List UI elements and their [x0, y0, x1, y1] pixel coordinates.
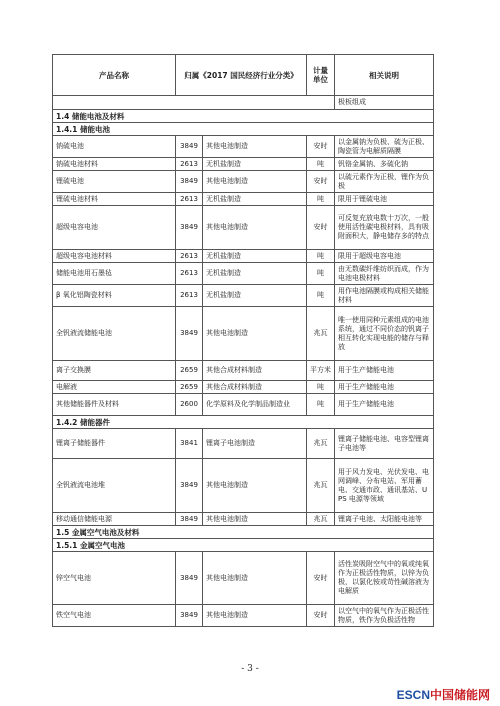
cell-unit: 安时	[307, 171, 335, 193]
table-row	[53, 285, 434, 307]
cell-industry-name: 其他电池制造	[203, 136, 307, 158]
section-row	[53, 110, 434, 123]
table-row	[53, 171, 434, 193]
section-title: 1.5 金属空气电池及材料	[53, 526, 434, 539]
table-row	[53, 605, 434, 627]
table-row	[53, 459, 434, 513]
cell-unit: 平方米	[307, 361, 335, 381]
cell-description: 限用于锂硫电池	[335, 193, 434, 206]
cell-industry-code: 2613	[176, 250, 203, 263]
cell-industry-code: 2600	[176, 394, 203, 416]
cell-description: 以金属钠为负极、硫为正极、陶瓷管为电解质隔膜	[335, 136, 434, 158]
section-title: 1.4 储能电池及材料	[53, 110, 434, 123]
cell-description: 锂离子储能电池、电容型锂离子电池等	[335, 429, 434, 459]
cell-description: 以空气中的氧气作为正极活性物质，铁作为负极活性物	[335, 605, 434, 627]
table-row	[53, 250, 434, 263]
table-row	[53, 513, 434, 526]
cell-product-name: 移动通信储能电源	[53, 513, 176, 526]
cell-unit: 兆瓦	[307, 307, 335, 361]
cell-unit: 吨	[307, 158, 335, 171]
cell-product-name: 离子交换膜	[53, 361, 176, 381]
cell-industry-code: 3849	[176, 136, 203, 158]
cell-product-name: 钠硫电池材料	[53, 158, 176, 171]
cell-industry-code: 2613	[176, 285, 203, 307]
table-row	[53, 429, 434, 459]
cell-product-name: 全钒液流电池堆	[53, 459, 176, 513]
table-row	[53, 96, 434, 110]
cell-unit: 吨	[307, 394, 335, 416]
cell-product-name: 锂硫电池材料	[53, 193, 176, 206]
cell-industry-name: 其他电池制造	[203, 552, 307, 605]
header-unit: 计量单位	[307, 55, 335, 96]
table-row	[53, 158, 434, 171]
table-row	[53, 394, 434, 416]
cell-unit: 安时	[307, 136, 335, 158]
cell-unit: 吨	[307, 263, 335, 285]
escn-watermark-logo	[397, 686, 490, 703]
cell-unit: 兆瓦	[307, 513, 335, 526]
watermark-prefix: ESCN	[396, 688, 430, 702]
cell-unit: 吨	[307, 250, 335, 263]
cell-industry-name: 其他电池制造	[203, 513, 307, 526]
cell-product-name: 铁空气电池	[53, 605, 176, 627]
cell-unit: 安时	[307, 206, 335, 250]
cell-industry-code: 3849	[176, 513, 203, 526]
cell-industry-code: 2659	[176, 361, 203, 381]
cell-industry-name: 其他合成材料制造	[203, 381, 307, 394]
cell-product-name: 其他储能器件及材料	[53, 394, 176, 416]
cell-industry-name: 其他合成材料制造	[203, 361, 307, 381]
cell-description: 钒铬金属钠、多硫化钠	[335, 158, 434, 171]
cell-description: 用于生产储能电池	[335, 394, 434, 416]
cell-unit: 兆瓦	[307, 429, 335, 459]
cell-description: 可反复充放电数十万次，一般使用活性碳电极材料，具有吸附面积大，静电储存多的特点	[335, 206, 434, 250]
cell-industry-name: 其他电池制造	[203, 206, 307, 250]
header-product-name: 产品名称	[53, 55, 176, 96]
cell-industry-name: 其他电池制造	[203, 605, 307, 627]
cell-industry-code: 3849	[176, 552, 203, 605]
cell-industry-code: 2613	[176, 158, 203, 171]
table-row	[53, 552, 434, 605]
cell-industry-name: 化学原料及化学制品制造业	[203, 394, 307, 416]
cell-industry-name: 无机盐制造	[203, 263, 307, 285]
cell-product-name: 超级电容电池材料	[53, 250, 176, 263]
table-row	[53, 193, 434, 206]
cell-industry-code: 3841	[176, 429, 203, 459]
cell-industry-code: 3849	[176, 171, 203, 193]
cell-unit: 吨	[307, 285, 335, 307]
section-title: 1.5.1 金属空气电池	[53, 539, 434, 552]
cell-unit: 吨	[307, 193, 335, 206]
cell-industry-code: 3849	[176, 206, 203, 250]
cell-industry-name: 其他电池制造	[203, 307, 307, 361]
cell-industry-name: 其他电池制造	[203, 171, 307, 193]
cell-industry-code: 3849	[176, 459, 203, 513]
cell-unit: 安时	[307, 605, 335, 627]
table-row	[53, 361, 434, 381]
cell-unit: 吨	[307, 381, 335, 394]
section-row	[53, 539, 434, 552]
cell-product-name: 锂离子储能器件	[53, 429, 176, 459]
cell-description: 用于生产储能电池	[335, 381, 434, 394]
cell-industry-name: 无机盐制造	[203, 158, 307, 171]
table-row	[53, 381, 434, 394]
cell-description: 限用于超级电容电池	[335, 250, 434, 263]
cell-product-name: 全钒液流储能电池	[53, 307, 176, 361]
cell-product-name: 超级电容电池	[53, 206, 176, 250]
cell-product-name: 储能电池用石墨毡	[53, 263, 176, 285]
cell-description: 锂离子电池、太阳能电池等	[335, 513, 434, 526]
table-header-row	[53, 55, 434, 96]
section-title: 1.4.1 储能电池	[53, 123, 434, 136]
cell-product-name: 锌空气电池	[53, 552, 176, 605]
watermark-suffix: 中国储能网	[429, 688, 490, 702]
cell-industry-name: 无机盐制造	[203, 250, 307, 263]
cell-description: 用作电池隔膜或构成相关储能材料	[335, 285, 434, 307]
cell-industry-name: 无机盐制造	[203, 285, 307, 307]
cell-description: 用于风力发电、光伏发电、电网调峰、分布电站、军用蓄电、交通市政、通讯基站、UPS 电源等领域	[335, 459, 434, 513]
page-number: - 3 -	[241, 664, 259, 674]
cell-empty	[53, 96, 335, 110]
cell-description: 用于生产储能电池	[335, 361, 434, 381]
cell-unit: 兆瓦	[307, 459, 335, 513]
cell-industry-code: 2613	[176, 263, 203, 285]
cell-industry-code: 2613	[176, 193, 203, 206]
section-row	[53, 123, 434, 136]
cell-industry-name: 锂离子电池制造	[203, 429, 307, 459]
cell-description: 由无数碳纤维纺织而成，作为电池电极材料	[335, 263, 434, 285]
cell-industry-name: 无机盐制造	[203, 193, 307, 206]
cell-description: 极板组成	[335, 96, 434, 110]
cell-product-name: β 氧化铝陶瓷材料	[53, 285, 176, 307]
header-industry-classification: 归属《2017 国民经济行业分类》	[176, 55, 307, 96]
header-description: 相关说明	[335, 55, 434, 96]
section-row	[53, 526, 434, 539]
cell-description: 以硫元素作为正极，锂作为负极	[335, 171, 434, 193]
cell-product-name: 钠硫电池	[53, 136, 176, 158]
cell-industry-code: 3849	[176, 605, 203, 627]
table-row	[53, 307, 434, 361]
cell-unit: 安时	[307, 552, 335, 605]
section-row	[53, 416, 434, 429]
cell-industry-code: 3849	[176, 307, 203, 361]
cell-product-name: 锂硫电池	[53, 171, 176, 193]
table-row	[53, 136, 434, 158]
cell-industry-code: 2659	[176, 381, 203, 394]
cell-description: 活性炭吸附空气中的氧或纯氧作为正极活性物质，以锌为负极，以氯化铵或苛性碱溶液为电解质	[335, 552, 434, 605]
table-row	[53, 263, 434, 285]
table-body	[53, 96, 434, 627]
section-title: 1.4.2 储能器件	[53, 416, 434, 429]
cell-description: 唯一使用同种元素组成的电池系统，通过不同价态的钒离子相互转化实现电能的储存与释放	[335, 307, 434, 361]
product-table	[52, 54, 434, 627]
table-row	[53, 206, 434, 250]
cell-industry-name: 其他电池制造	[203, 459, 307, 513]
cell-product-name: 电解液	[53, 381, 176, 394]
